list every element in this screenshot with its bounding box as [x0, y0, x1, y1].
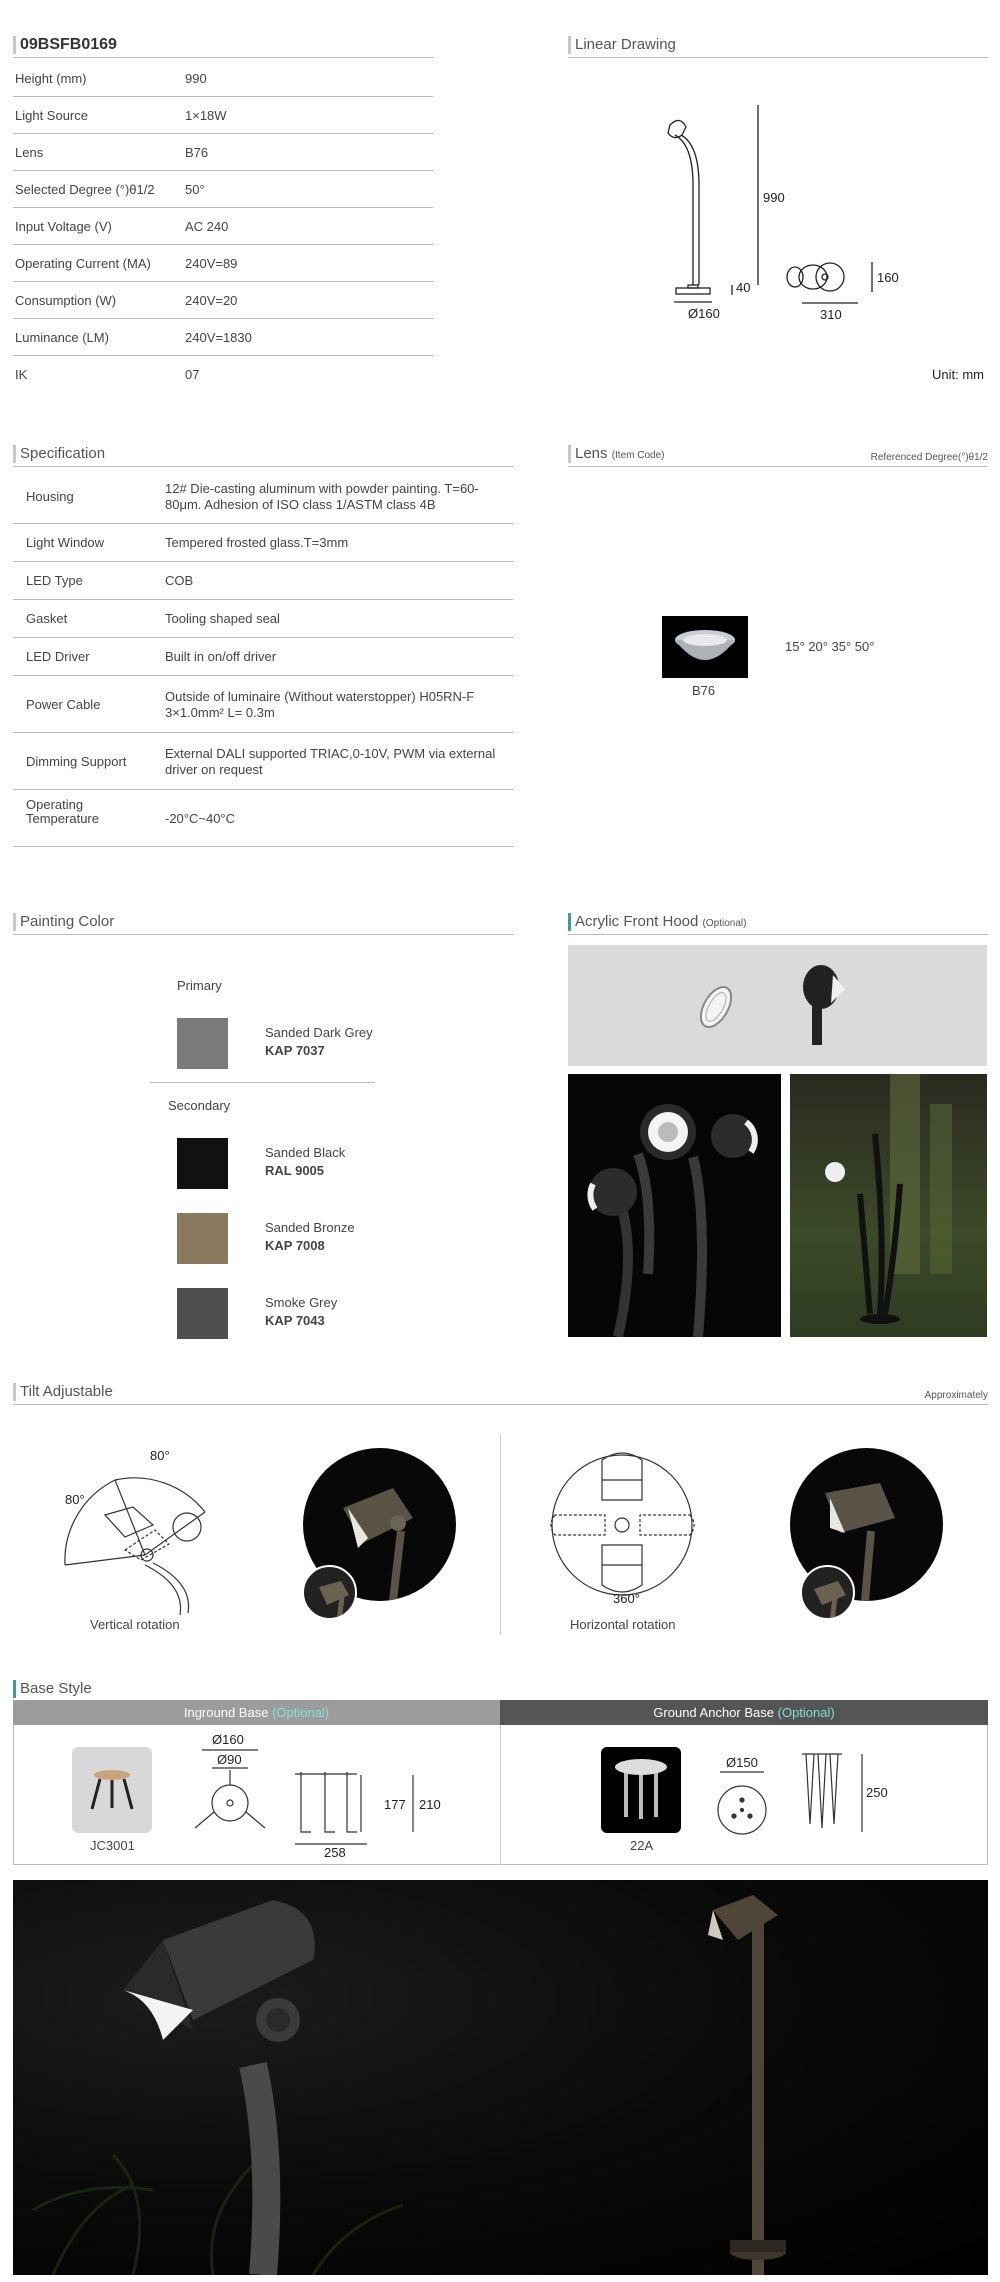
param-value: 07 — [185, 367, 200, 382]
anchor-code: 22A — [630, 1838, 654, 1853]
anchor-header: Ground Anchor Base (Optional) — [500, 1700, 988, 1725]
color-name-black: Sanded Black RAL 9005 — [265, 1145, 346, 1178]
dim-height: 990 — [763, 190, 785, 205]
linear-drawing — [640, 95, 940, 325]
inground-w: 258 — [324, 1845, 346, 1860]
secondary-label: Secondary — [168, 1098, 231, 1113]
param-label: Height (mm) — [15, 71, 87, 86]
hero-photo — [13, 1880, 988, 2275]
hood-photo-garden — [790, 1074, 987, 1337]
dim-head-height: 160 — [877, 270, 899, 285]
hood-header: Acrylic Front Hood (Optional) — [568, 913, 988, 935]
spec-row — [13, 638, 513, 676]
spec-value: Tempered frosted glass.T=3mm — [165, 535, 349, 550]
divider — [150, 1082, 375, 1083]
param-value: 240V=20 — [185, 293, 238, 308]
param-value: 240V=89 — [185, 256, 238, 271]
primary-label: Primary — [177, 978, 222, 993]
spec-row — [13, 524, 513, 562]
spec-value: Built in on/off driver — [165, 649, 277, 664]
vertical-angle-2: 80° — [65, 1492, 85, 1507]
spec-value: External DALI supported TRIAC,0-10V, PWM via external driver on request — [165, 745, 496, 777]
anchor-d: Ø150 — [726, 1755, 758, 1770]
dim-head-width: 310 — [820, 307, 842, 322]
swatch-sanded-dark-grey — [177, 1018, 228, 1069]
horizontal-rotation-label: Horizontal rotation — [570, 1617, 676, 1632]
dim-base-diameter: Ø160 — [688, 306, 720, 321]
inground-h1: 177 — [384, 1797, 406, 1812]
vertical-angle-1: 80° — [150, 1448, 170, 1463]
spec-row — [13, 600, 513, 638]
spec-label: LED Driver — [26, 649, 90, 664]
spec-value: COB — [165, 573, 194, 588]
param-label: IK — [15, 367, 28, 382]
inground-side-view — [295, 1772, 425, 1852]
param-label: Selected Degree (°)θ1/2 — [15, 182, 155, 197]
param-row — [13, 97, 433, 134]
painting-color-header: Painting Color — [13, 913, 513, 935]
inground-base-image — [72, 1747, 152, 1833]
lens-image — [662, 616, 748, 678]
spec-row — [13, 470, 513, 524]
spec-value: -20°C~40°C — [165, 810, 236, 826]
inground-code: JC3001 — [90, 1838, 135, 1853]
specification-header: Specification — [13, 445, 513, 467]
horizontal-angle: 360° — [613, 1591, 640, 1606]
product-code-header: 09BSFB0169 — [13, 36, 433, 58]
hood-photo-studio — [568, 1074, 781, 1337]
param-label: Light Source — [15, 108, 88, 123]
spec-label: Dimming Support — [26, 753, 127, 769]
spec-label: Light Window — [26, 535, 105, 550]
spec-value: 12# Die-casting aluminum with powder painting. T=60-80μm. Adhesion of ISO class 1/ASTM class 4B — [165, 481, 479, 512]
param-value: 50° — [185, 182, 205, 197]
spec-value: Tooling shaped seal — [165, 611, 280, 626]
spec-value: Outside of luminaire (Without waterstopper) H05RN-F 3×1.0mm² L= 0.3m — [165, 688, 475, 720]
horizontal-rotation-inset — [800, 1565, 855, 1620]
param-value: B76 — [185, 145, 209, 160]
param-label: Input Voltage (V) — [15, 219, 112, 234]
param-row — [13, 319, 433, 356]
param-row — [13, 171, 433, 208]
spec-label: Gasket — [26, 611, 68, 626]
lens-degrees: 15° 20° 35° 50° — [785, 639, 875, 654]
hood-product-panel — [568, 945, 987, 1066]
inground-h2: 210 — [419, 1797, 441, 1812]
unit-label: Unit: mm — [932, 367, 984, 382]
inground-top-view — [190, 1748, 270, 1838]
swatch-sanded-black — [177, 1138, 228, 1189]
tilt-header: Tilt Adjustable Approximately — [13, 1383, 988, 1405]
param-value: 240V=1830 — [185, 330, 252, 345]
horizontal-rotation-diagram — [540, 1445, 705, 1605]
base-style-header: Base Style — [13, 1680, 988, 1702]
anchor-h: 250 — [866, 1785, 888, 1800]
param-label: Lens — [15, 145, 44, 160]
tilt-divider — [500, 1435, 501, 1635]
color-name-smoke-grey: Smoke Grey KAP 7043 — [265, 1295, 338, 1328]
lens-code: B76 — [692, 683, 716, 698]
anchor-base-image — [601, 1747, 681, 1833]
anchor-top-view — [712, 1770, 772, 1840]
spec-row — [13, 733, 513, 790]
spec-label: Power Cable — [26, 696, 101, 712]
spec-label: LED Type — [26, 573, 83, 588]
linear-drawing-header: Linear Drawing — [568, 36, 988, 58]
param-label: Luminance (LM) — [15, 330, 109, 345]
param-value: AC 240 — [185, 219, 229, 234]
param-value: 990 — [185, 71, 207, 86]
param-value: 1×18W — [185, 108, 227, 123]
spec-label: Operating Temperature — [26, 796, 99, 826]
param-label: Operating Current (MA) — [15, 256, 151, 271]
param-row — [13, 282, 433, 319]
spec-row — [13, 562, 513, 600]
param-row — [13, 245, 433, 282]
vertical-rotation-label: Vertical rotation — [90, 1617, 180, 1632]
lens-header: Lens (Item Code) Referenced Degree(°)θ1/2 — [568, 445, 988, 467]
param-row — [13, 356, 433, 393]
inground-d2: Ø90 — [217, 1752, 242, 1767]
vertical-rotation-diagram — [55, 1445, 215, 1615]
param-row — [13, 134, 433, 171]
base-divider — [500, 1725, 501, 1865]
inground-d1: Ø160 — [212, 1732, 244, 1747]
param-label: Consumption (W) — [15, 293, 117, 308]
swatch-sanded-bronze — [177, 1213, 228, 1264]
dim-base-height: 40 — [736, 280, 751, 295]
spec-row — [13, 790, 513, 847]
param-row — [13, 60, 433, 97]
swatch-smoke-grey — [177, 1288, 228, 1339]
spec-row — [13, 676, 513, 733]
color-name-bronze: Sanded Bronze KAP 7008 — [265, 1220, 355, 1253]
color-name-dark-grey: Sanded Dark Grey KAP 7037 — [265, 1025, 373, 1058]
vertical-rotation-inset — [302, 1565, 357, 1620]
inground-header: Inground Base (Optional) — [13, 1700, 500, 1725]
spec-label: Housing — [26, 489, 74, 504]
param-row — [13, 208, 433, 245]
